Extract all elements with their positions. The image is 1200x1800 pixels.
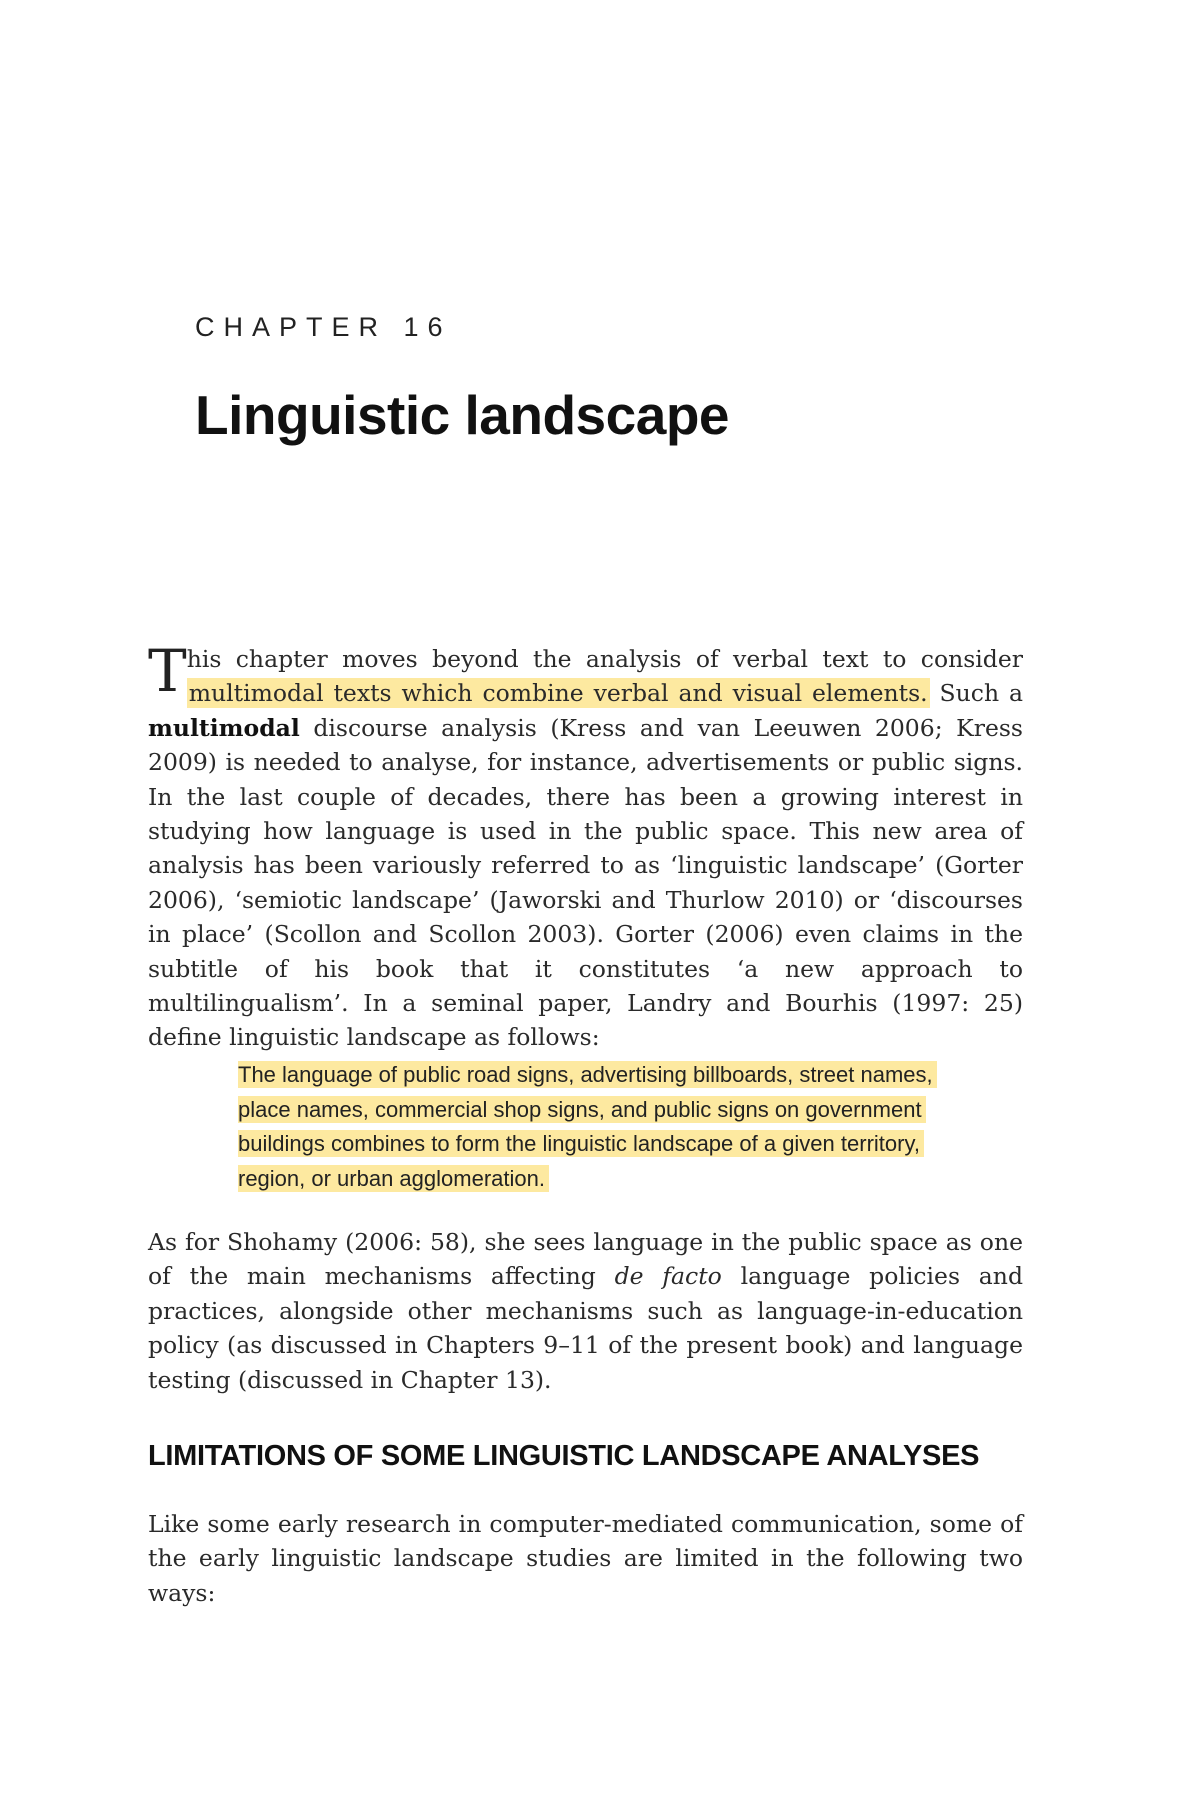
paragraph-shohamy: [148, 1225, 1023, 1397]
intro-text-1: his chapter moves beyond the analysis of verbal text to consider: [186, 645, 1023, 673]
chapter-title: Linguistic landscape: [195, 384, 730, 446]
highlighted-text: multimodal texts which combine verbal and visual elements.: [188, 679, 928, 708]
key-term-multimodal: multimodal: [148, 713, 300, 742]
intro-paragraph: [148, 637, 1023, 1055]
intro-text-3: discourse analysis (Kress and van Leeuwen 2006; Kress 2009) is needed to analyse, for instance, advertisements or public signs. In the last couple of decades, there has been a growing interest in studying how language is used in the public space. This new area of analysis has been variously referred to as ‘linguistic landscape’ (Gorter 2006), ‘semiotic landscape’ (Jaworski and Thurlow 2010) or ‘discourses in place’ (Scollon and Scollon 2003). Gorter (2006) even claims in the subtitle of his book that it constitutes ‘a new approach to multilingualism’. In a seminal paper, Landry and Bourhis (1997: 25) define linguistic landscape as follows:: [148, 713, 1023, 1052]
intro-text-2: Such a: [929, 679, 1023, 708]
paragraph-limitations: Like some early research in computer-mediated communication, some of the early linguistic landscape studies are limited in the following two ways:: [148, 1510, 1023, 1607]
italic-de-facto: de facto: [614, 1262, 722, 1291]
block-quote: [238, 1058, 978, 1196]
section-heading: LIMITATIONS OF SOME LINGUISTIC LANDSCAPE ANALYSES: [148, 1440, 980, 1472]
chapter-label: CHAPTER 16: [195, 312, 452, 342]
drop-cap: T: [148, 637, 187, 705]
quote-text: The language of public road signs, advertising billboards, street names, place names, commercial shop signs, and public signs on government buildings combines to form the linguistic landscape of a given territory, region, or urban agglomeration.: [238, 1061, 937, 1192]
para2-text-1: As for Shohamy (2006: 58), she sees language in the public space as one of the main mechanisms affecting: [148, 1228, 1023, 1291]
para2-text-2: language policies and practices, alongside other mechanisms such as language-in-education policy (as discussed in Chapters 9–11 of the present book) and language testing (discussed in Chapter 13).: [148, 1262, 1023, 1394]
